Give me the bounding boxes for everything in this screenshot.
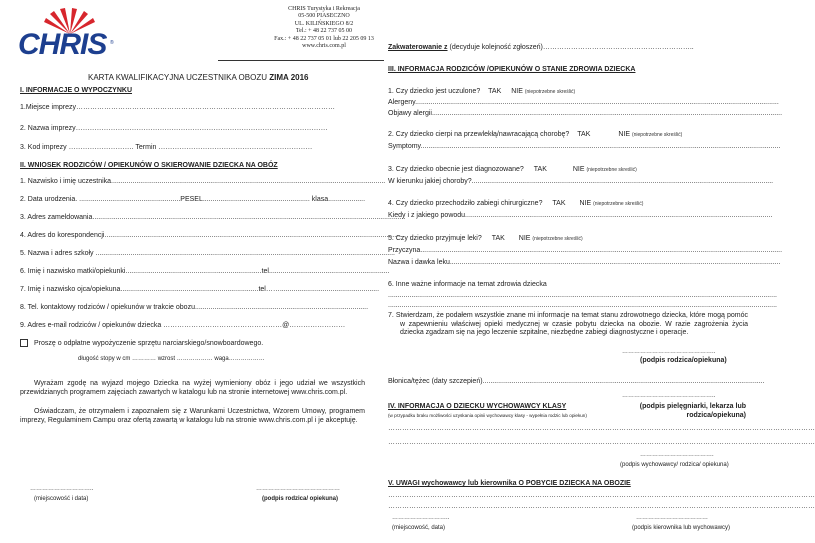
question-2-note: (niepotrzebne skreślić) (631, 132, 683, 138)
question-1-text: 1. Czy dziecko jest uczulone? (388, 88, 481, 95)
field-correspondence-address[interactable]: 4. Adres do korespondencji......................................................................................................................................................... (20, 232, 403, 239)
allergens-field[interactable]: Alergeny........................................................................................................................................................................................... (388, 99, 779, 106)
logo-text: CHRIS (18, 28, 107, 61)
equipment-rental-checkbox[interactable] (20, 339, 28, 347)
q7-signature-label: (podpis rodzica/opiekuna) (640, 357, 727, 364)
field-email[interactable]: 9. Adres e-mail rodziców / opiekunów dziecka ……………………………………………@…………………… (20, 322, 346, 329)
surgery-field[interactable]: Kiedy i z jakiego powodu.............................................................................................................................................................. (388, 212, 773, 219)
symptoms-field[interactable]: Symptomy......................................................................................................................................................................................... (388, 143, 781, 150)
question-4-text: 4. Czy dziecko przechodziło zabiegi chirurgiczne? (388, 200, 543, 207)
field-school[interactable]: 5. Nazwa i adres szkoły .......................................................................................................................................................... (20, 250, 395, 257)
question-4-yes[interactable]: TAK (552, 200, 566, 207)
question-1-yes[interactable]: TAK (488, 88, 502, 95)
medication-reason-field[interactable]: Przyczyna.......................................................................................................................................................................................... (388, 247, 783, 254)
accommodation-line[interactable] (388, 44, 694, 51)
field-participant-name[interactable]: 1. Nazwisko i imię uczestnika............................................................................................................................................. (20, 178, 386, 185)
question-5-yes[interactable]: TAK (491, 235, 505, 242)
teacher-signature-dots[interactable]: ………………………………. (640, 452, 714, 458)
leader-signature-dots[interactable]: ……………………………… (636, 515, 708, 521)
company-tel: Tel.: + 48 22 737 05 00 (295, 28, 353, 35)
logo-registered: ® (110, 40, 114, 46)
question-2-yes[interactable]: TAK (577, 131, 591, 138)
equipment-rental (20, 339, 263, 347)
company-web: www.chris.com.pl (302, 43, 346, 50)
medication-dose-field[interactable]: Nazwa i dawka leku.......................................................................................................................................................................... (388, 259, 781, 266)
parent-signature-dots[interactable]: …………………………………… (256, 486, 340, 492)
question-6: 6. Inne ważne informacje na temat zdrowia dziecka (388, 281, 547, 288)
section-5-title: V. UWAGI wychowawcy lub kierownika O POBYCIE DZIECKA NA OBOZIE (388, 480, 631, 487)
field-event-name[interactable]: 2. Nazwa imprezy……………………………………………………………………………………………… (20, 125, 328, 132)
place-date-label: (miejscowość i data) (34, 496, 89, 502)
teacher-signature-label: (podpis wychowawcy/ rodzica/ opiekuna) (620, 462, 729, 468)
place-date-dots[interactable]: ………………………….. (30, 486, 94, 492)
question-2-text: 2. Czy dziecko cierpi na przewlekłą/nawracającą chorobę? (388, 131, 570, 138)
parent-signature-label: (podpis rodzica/ opiekuna) (262, 496, 339, 502)
remarks-line-2[interactable]: ………………………………………………………………………………………………………………………………………………………………… (388, 503, 815, 510)
field-event-code-term[interactable]: 3. Kod imprezy ………………………. Termin ………………………………………………………… (20, 144, 313, 151)
company-address2: UL. KILIŃSKIEGO 8/2 (294, 20, 354, 27)
allergy-symptoms-field[interactable]: Objawy alergii.................................................................................................................................................................................... (388, 110, 783, 117)
form-title-season: ZIMA 2016 (269, 73, 309, 82)
question-3 (388, 166, 637, 173)
question-1-no[interactable]: NIE (511, 88, 523, 95)
teacher-info-line-2[interactable]: ………………………………………………………………………………………………………………………………………………………………… (388, 439, 815, 446)
question-5-text: 5. Czy dziecko przyjmuje leki? (388, 235, 482, 242)
field-contact-phone[interactable]: 8. Tel. kontaktowy rodziców / opiekunów w trakcie obozu......................................................................................... (20, 304, 369, 311)
consent-paragraph-1: Wyrażam zgodę na wyjazd mojego Dziecka na wyżej wymieniony obóz i jego udział we wszystkich przewidzianych programem zajęciach zawartych w katalogu lub na stronie internetowej www.chris.com.pl. (20, 380, 365, 397)
question-1-note: (niepotrzebne skreślić) (524, 89, 576, 95)
nurse-signature-dots[interactable]: ……………………………………….. (622, 393, 716, 399)
other-info-line-2[interactable]: ........................................................................................................................................................................................................ (388, 302, 777, 309)
nurse-signature-label: (podpis pielęgniarki, lekarza lub rodzica/opiekuna) (639, 403, 746, 419)
question-3-text: 3. Czy dziecko obecnie jest diagnozowane? (388, 166, 524, 173)
company-address (264, 6, 384, 50)
field-event-place[interactable]: 1.Miejsce imprezy………………………………………………………………………………………………… (20, 104, 336, 111)
question-3-yes[interactable]: TAK (533, 166, 547, 173)
other-info-line-1[interactable]: ........................................................................................................................................................................................................ (388, 292, 777, 299)
consent-paragraph-2: Oświadczam, że otrzymałem i zapoznałem się z Warunkami Uczestnictwa, Wzorem Umowy, programem imprezy, Regulaminem Campu oraz ofertą zawartą w katalogu lub na stronie www.chris.com.pl i je akceptuję. (20, 408, 365, 425)
section-2-title: II. WNIOSEK RODZICÓW / OPIEKUNÓW O SKIEROWANIE DZIECKA NA OBÓZ (20, 162, 278, 169)
question-7-statement: 7. Stwierdzam, że podałem wszystkie znane mi informacje na temat stanu zdrowotnego dziecka, które mogą pomóc w zapewnieniu właściwej opieki medycznej w czasie pobytu dziecka na obozie. W razie zagrożenia życia dziecka zgadzam się na jego leczenie szpitalne, niezbędne zabiegi diagnostyczne i operacje. (388, 312, 748, 337)
company-name: CHRIS Turystyka i Rekreacja (288, 6, 360, 12)
question-4-note: (niepotrzebne skreślić) (593, 201, 644, 207)
camp-place-date-dots[interactable]: ……………………….. (392, 515, 450, 521)
section-1-title: I. INFORMACJE O WYPOCZYNKU (20, 87, 133, 94)
field-registered-address[interactable]: 3. Adres zameldowania................................................................................................................................................................. (20, 214, 406, 221)
field-mother[interactable]: 6. Imię i nazwisko matki/opiekunki......................................................................tel.............................................................. (20, 268, 390, 275)
question-3-note: (niepotrzebne skreślić) (586, 167, 637, 173)
equipment-rental-label: Proszę o odpłatne wypożyczenie sprzętu narciarskiego/snowboardowego. (34, 339, 264, 347)
question-4 (388, 200, 643, 207)
question-1 (388, 88, 575, 95)
question-5-note: (niepotrzebne skreślić) (532, 236, 583, 242)
accommodation-label: Zakwaterowanie z (388, 44, 448, 51)
section-4-note: (w przypadku braku możliwości uzyskania opinii wychowawcy klasy - wypełnia rodzic lub opiekun) (388, 413, 587, 418)
form-title (88, 73, 309, 82)
remarks-line-1[interactable]: ………………………………………………………………………………………………………………………………………………………………… (388, 492, 815, 499)
form-title-main: KARTA KWALIFIKACYJNA UCZESTNIKA OBOZU (88, 73, 267, 82)
field-father[interactable]: 7. Imię i nazwisko ojca/opiekuna.......................................................................tel……................................................... (20, 286, 380, 293)
section-3-title: III. INFORMACJA RODZICÓW /OPIEKUNÓW O STANIE ZDROWIA DZIECKA (388, 66, 636, 73)
accommodation-note: (decyduje kolejność zgłoszeń)……………………………………………………….. (449, 44, 694, 51)
section-4-title: IV. INFORMACJA O DZIECKU WYCHOWAWCY KLASY (388, 403, 567, 410)
question-4-no[interactable]: NIE (579, 200, 592, 207)
camp-place-date-label: (miejscowość, data) (392, 525, 446, 531)
question-2-no[interactable]: NIE (618, 131, 631, 138)
question-5-no[interactable]: NIE (518, 235, 531, 242)
leader-signature-label: (podpis kierownika lub wychowawcy) (632, 525, 731, 531)
question-3-no[interactable]: NIE (572, 166, 585, 173)
company-fax: Fax.: + 48 22 737 05 01 lub 22 205 09 13 (274, 35, 374, 42)
company-address1: 05-500 PIASECZNO (298, 13, 350, 20)
q7-signature-dots[interactable]: ……………………………………….. (622, 349, 716, 355)
vaccination-field[interactable]: Błonica/tężec (daty szczepień)................................................................................................................................................. (388, 378, 765, 385)
chris-logo (18, 8, 118, 61)
rental-details[interactable]: długość stopy w cm ………… wzrost ……………… waga……………… (78, 356, 265, 362)
question-2 (388, 131, 682, 138)
field-birth-pesel-class[interactable]: 2. Data urodzenia. ....................................................PESEL....................................................... klasa................... (20, 196, 366, 203)
question-5 (388, 235, 583, 242)
teacher-info-line-1[interactable]: ………………………………………………………………………………………………………………………………………………………………… (388, 425, 815, 432)
diagnosis-field[interactable]: W kierunku jakiej choroby?........................................................................................................................................................... (388, 178, 774, 185)
